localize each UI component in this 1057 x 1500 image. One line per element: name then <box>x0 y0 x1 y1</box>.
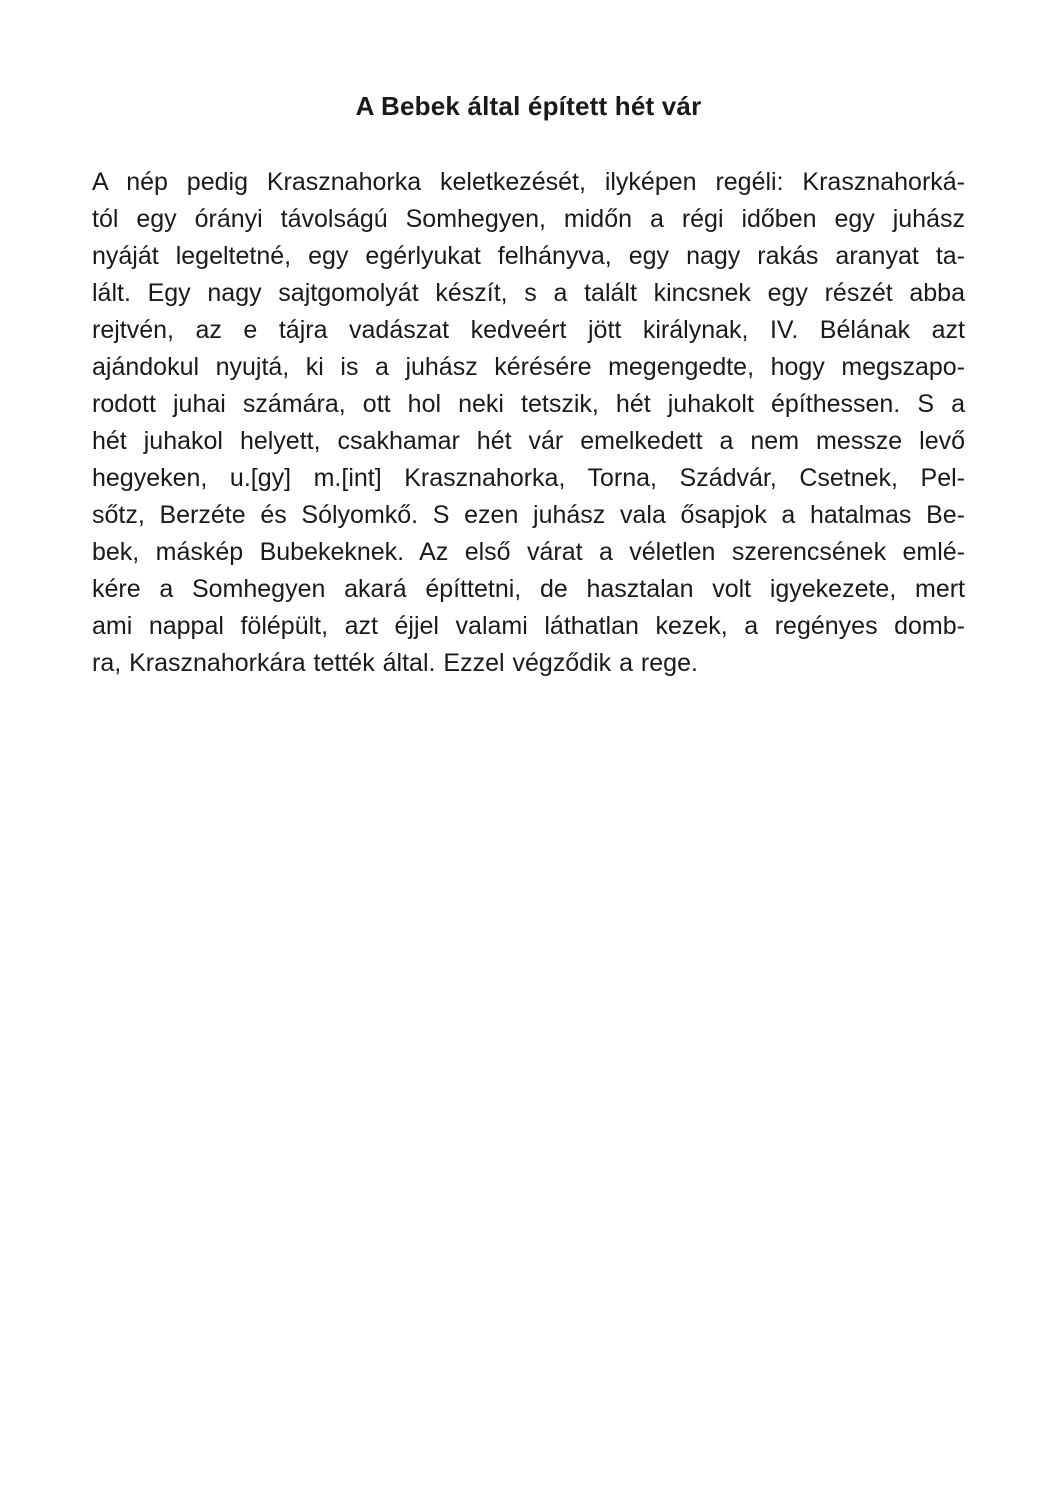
text-line: kére a Somhegyen akará építtetni, de hasztalan volt igyekezete, mert <box>92 575 965 603</box>
text-line: lált. Egy nagy sajtgomolyát készít, s a talált kincsnek egy részét abba <box>92 279 965 307</box>
text-line: hegyeken, u.[gy] m.[int] Krasznahorka, Torna, Szádvár, Csetnek, Pel- <box>92 464 965 492</box>
text-line: A nép pedig Krasznahorka keletkezését, ilyképen regéli: Krasznahorká- <box>92 168 965 196</box>
text-line: hét juhakol helyett, csakhamar hét vár emelkedett a nem messze levő <box>92 427 965 455</box>
story-paragraph <box>92 164 965 682</box>
text-line: ajándokul nyujtá, ki is a juhász kérésére megengedte, hogy megszapo- <box>92 353 965 381</box>
text-line: ra, Krasznahorkára tették által. Ezzel végződik a rege. <box>92 649 698 677</box>
text-line: tól egy órányi távolságú Somhegyen, midőn a régi időben egy juhász <box>92 205 965 233</box>
text-line: rodott juhai számára, ott hol neki tetszik, hét juhakolt építhessen. S a <box>92 390 965 418</box>
text-line: sőtz, Berzéte és Sólyomkő. S ezen juhász vala ősapjok a hatalmas Be- <box>92 501 965 529</box>
text-line: ami nappal fölépült, azt éjjel valami láthatlan kezek, a regényes domb- <box>92 612 965 640</box>
text-line: nyáját legeltetné, egy egérlyukat felhányva, egy nagy rakás aranyat ta- <box>92 242 965 270</box>
text-line: bek, máskép Bubekeknek. Az első várat a véletlen szerencsének emlé- <box>92 538 965 566</box>
text-line: rejtvén, az e tájra vadászat kedveért jött királynak, IV. Bélának azt <box>92 316 965 344</box>
document-title: A Bebek által épített hét vár <box>355 91 702 121</box>
